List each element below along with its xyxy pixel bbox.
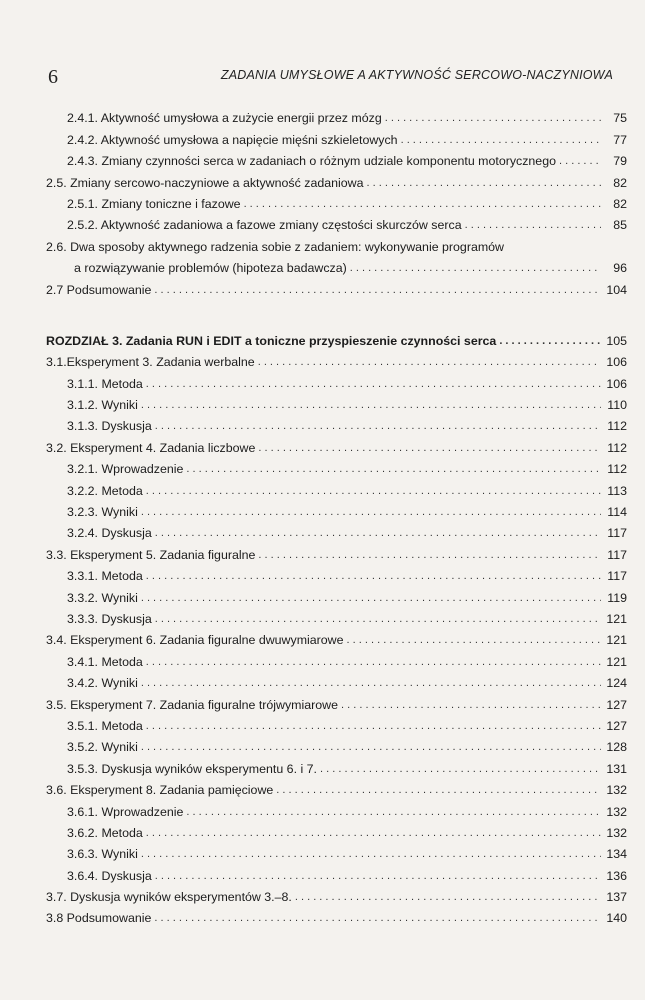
- toc-entry-page: 105: [606, 333, 627, 348]
- toc-entry-title: 2.5.1. Zmiany toniczne i fazowe: [67, 196, 241, 211]
- dot-leader: [244, 198, 601, 211]
- toc-entry: [46, 562, 627, 583]
- toc-entry-title: 3.4.2. Wyniki: [67, 676, 138, 691]
- toc-entry-page: 79: [613, 154, 627, 169]
- toc-entry-page: 106: [606, 376, 627, 391]
- toc-entry-title: 2.5. Zmiany sercowo-naczyniowe a aktywność zadaniowa: [46, 175, 364, 190]
- toc-entry: [46, 733, 627, 754]
- toc-entry-title: 2.7 Podsumowanie: [46, 282, 152, 297]
- toc-entry-page: 124: [606, 676, 627, 691]
- toc-entry: [46, 104, 627, 125]
- toc-entry: [46, 819, 627, 840]
- toc-entry-page: 121: [606, 633, 627, 648]
- toc-entry: [46, 690, 627, 711]
- toc-entry-title: 3.3.3. Dyskusja: [67, 611, 152, 626]
- dot-leader: [154, 912, 601, 925]
- toc-entry: [46, 348, 627, 369]
- dot-leader: [146, 485, 601, 498]
- dot-leader: [141, 506, 601, 519]
- toc-entry: [46, 797, 627, 818]
- toc-entry: [46, 211, 627, 232]
- toc-entry-page: 75: [613, 111, 627, 126]
- toc-entry-page: 117: [607, 569, 627, 584]
- toc-entry-title: 3.5. Eksperyment 7. Zadania figuralne trójwymiarowe: [46, 697, 339, 712]
- toc-entry: [46, 190, 627, 211]
- toc-entry-title: 3.1.2. Wyniki: [67, 398, 138, 413]
- toc-entry-title: ROZDZIAŁ 3. Zadania RUN i EDIT a toniczne przyspieszenie czynności serca: [46, 333, 497, 348]
- toc-entry-title: 3.4.1. Metoda: [67, 654, 143, 669]
- toc-entry: [46, 254, 627, 275]
- toc-entry-title: 2.6. Dwa sposoby aktywnego radzenia sobie z zadaniem: wykonywanie programów: [46, 239, 505, 254]
- toc-entry-page: 121: [606, 611, 627, 626]
- toc-entry: [46, 232, 627, 253]
- toc-entry-title: 3.2.4. Dyskusja: [67, 526, 152, 541]
- toc-entry-page: 131: [606, 761, 627, 776]
- toc-entry-page: 127: [606, 697, 627, 712]
- toc-entry-page: 82: [613, 196, 627, 211]
- toc-entry-page: 77: [613, 132, 627, 147]
- toc-entry: [46, 433, 627, 454]
- toc-entry: [46, 369, 627, 390]
- dot-leader: [186, 806, 601, 819]
- toc-entry-page: 128: [606, 740, 627, 755]
- dot-leader: [347, 634, 601, 647]
- toc-entry-title: 3.5.1. Metoda: [67, 718, 143, 733]
- toc-entry: [46, 455, 627, 476]
- dot-leader: [385, 112, 601, 125]
- toc-entry-page: 132: [606, 783, 627, 798]
- toc-entry-page: 136: [606, 868, 627, 883]
- toc-entry-title: 3.2.1. Wprowadzenie: [67, 462, 184, 477]
- toc-entry: [46, 147, 627, 168]
- toc-entry-title: 3.6.3. Wyniki: [67, 847, 138, 862]
- toc-entry: [46, 904, 627, 925]
- toc-entry-page: 112: [607, 440, 627, 455]
- dot-leader: [146, 720, 601, 733]
- dot-leader: [350, 262, 601, 275]
- dot-leader: [141, 592, 601, 605]
- toc-entry-page: 96: [613, 261, 627, 276]
- toc-entry: [46, 412, 627, 433]
- toc-entry: [46, 519, 627, 540]
- toc-entry: [46, 605, 627, 626]
- dot-leader: [258, 356, 601, 369]
- dot-leader: [141, 848, 601, 861]
- dot-leader: [186, 463, 601, 476]
- toc-entry: [46, 275, 627, 296]
- dot-leader: [258, 442, 601, 455]
- toc-entry: [46, 776, 627, 797]
- dot-leader: [155, 420, 601, 433]
- dot-leader: [155, 870, 601, 883]
- toc-entry-title: 3.6.2. Metoda: [67, 825, 143, 840]
- toc-entry-title: 3.1.Eksperyment 3. Zadania werbalne: [46, 355, 255, 370]
- dot-leader: [141, 677, 601, 690]
- dot-leader: [146, 827, 601, 840]
- toc-entry-page: 110: [607, 398, 627, 413]
- toc-section-chapter-2: [46, 104, 627, 297]
- toc-entry-page: 106: [606, 355, 627, 370]
- toc-entry-title: 3.5.2. Wyniki: [67, 740, 138, 755]
- toc-entry-title: 2.5.2. Aktywność zadaniowa a fazowe zmiany częstości skurczów serca: [67, 218, 462, 233]
- toc-entry-title: 3.1.3. Dyskusja: [67, 419, 152, 434]
- running-header: ZADANIA UMYSŁOWE A AKTYWNOŚĆ SERCOWO-NACZYNIOWA: [220, 68, 613, 82]
- toc-entry: [46, 840, 627, 861]
- toc-entry-page: 140: [606, 911, 627, 926]
- toc-entry-title: 3.2. Eksperyment 4. Zadania liczbowe: [46, 440, 256, 455]
- dot-leader: [465, 219, 601, 232]
- dot-leader: [141, 399, 601, 412]
- toc-entry-title: 3.6.4. Dyskusja: [67, 868, 152, 883]
- dot-leader: [155, 527, 601, 540]
- toc-entry: [46, 626, 627, 647]
- dot-leader: [499, 335, 601, 348]
- dot-leader: [146, 570, 601, 583]
- toc-entry-title: 3.2.2. Metoda: [67, 483, 143, 498]
- toc-entry-title: 3.6.1. Wprowadzenie: [67, 804, 184, 819]
- toc-chapter-entry: [46, 327, 627, 348]
- dot-leader: [146, 656, 601, 669]
- toc-entry-title: 3.4. Eksperyment 6. Zadania figuralne dwuwymiarowe: [46, 633, 344, 648]
- toc-entry-page: 121: [606, 654, 627, 669]
- section-gap: [46, 297, 627, 327]
- toc-section-chapter-3: [46, 327, 627, 926]
- toc-entry-page: 112: [607, 419, 627, 434]
- toc-entry: [46, 647, 627, 668]
- toc-entry-title: 3.3.1. Metoda: [67, 569, 143, 584]
- toc-entry-title: 3.3.2. Wyniki: [67, 590, 138, 605]
- toc-entry: [46, 168, 627, 189]
- toc-entry-page: 113: [607, 483, 627, 498]
- toc-entry-title: 3.5.3. Dyskusja wyników eksperymentu 6. i 7.: [67, 761, 317, 776]
- toc-entry-title: 3.7. Dyskusja wyników eksperymentów 3.–8.: [46, 890, 292, 905]
- toc-entry-page: 104: [606, 282, 627, 297]
- toc-entry-title: 3.2.3. Wyniki: [67, 505, 138, 520]
- toc-entry: [46, 883, 627, 904]
- toc-entry-title: 2.4.2. Aktywność umysłowa a napięcie mięśni szkieletowych: [67, 132, 398, 147]
- toc-entry-title: 3.8 Podsumowanie: [46, 911, 152, 926]
- toc-entry-page: 119: [607, 590, 627, 605]
- dot-leader: [141, 741, 601, 754]
- toc-entry-page: 132: [606, 825, 627, 840]
- dot-leader: [320, 763, 601, 776]
- toc-entry-page: 134: [606, 847, 627, 862]
- toc-entry-page: 117: [607, 547, 627, 562]
- toc-entry-page: 117: [607, 526, 627, 541]
- toc-entry: [46, 861, 627, 882]
- dot-leader: [258, 549, 601, 562]
- dot-leader: [146, 378, 601, 391]
- toc-entry-page: 112: [607, 462, 627, 477]
- toc-entry-title: 3.3. Eksperyment 5. Zadania figuralne: [46, 547, 256, 562]
- toc-entry: [46, 540, 627, 561]
- toc-entry-page: 127: [606, 718, 627, 733]
- dot-leader: [559, 155, 601, 168]
- toc-entry: [46, 476, 627, 497]
- toc-entry-page: 132: [606, 804, 627, 819]
- toc-entry: [46, 498, 627, 519]
- page-number: 6: [48, 66, 58, 88]
- toc-entry-page: 114: [607, 505, 627, 520]
- dot-leader: [276, 784, 601, 797]
- dot-leader: [154, 284, 601, 297]
- table-of-contents: [46, 104, 627, 925]
- toc-entry-page: 85: [613, 218, 627, 233]
- toc-entry: [46, 391, 627, 412]
- toc-entry-page: 82: [613, 175, 627, 190]
- toc-entry: [46, 669, 627, 690]
- dot-leader: [155, 613, 601, 626]
- dot-leader: [295, 891, 601, 904]
- dot-leader: [367, 177, 602, 190]
- dot-leader: [341, 699, 601, 712]
- toc-entry: [46, 125, 627, 146]
- toc-entry-title: 2.4.3. Zmiany czynności serca w zadaniach o różnym udziale komponentu motorycznego: [67, 154, 556, 169]
- toc-entry: [46, 754, 627, 775]
- toc-entry-title: 3.1.1. Metoda: [67, 376, 143, 391]
- toc-entry-title: 2.4.1. Aktywność umysłowa a zużycie energii przez mózg: [67, 111, 382, 126]
- toc-entry: [46, 583, 627, 604]
- toc-entry-page: 137: [606, 890, 627, 905]
- toc-entry: [46, 712, 627, 733]
- toc-entry-title: a rozwiązywanie problemów (hipoteza badawcza): [74, 261, 347, 276]
- dot-leader: [401, 134, 601, 147]
- toc-entry-title: 3.6. Eksperyment 8. Zadania pamięciowe: [46, 783, 274, 798]
